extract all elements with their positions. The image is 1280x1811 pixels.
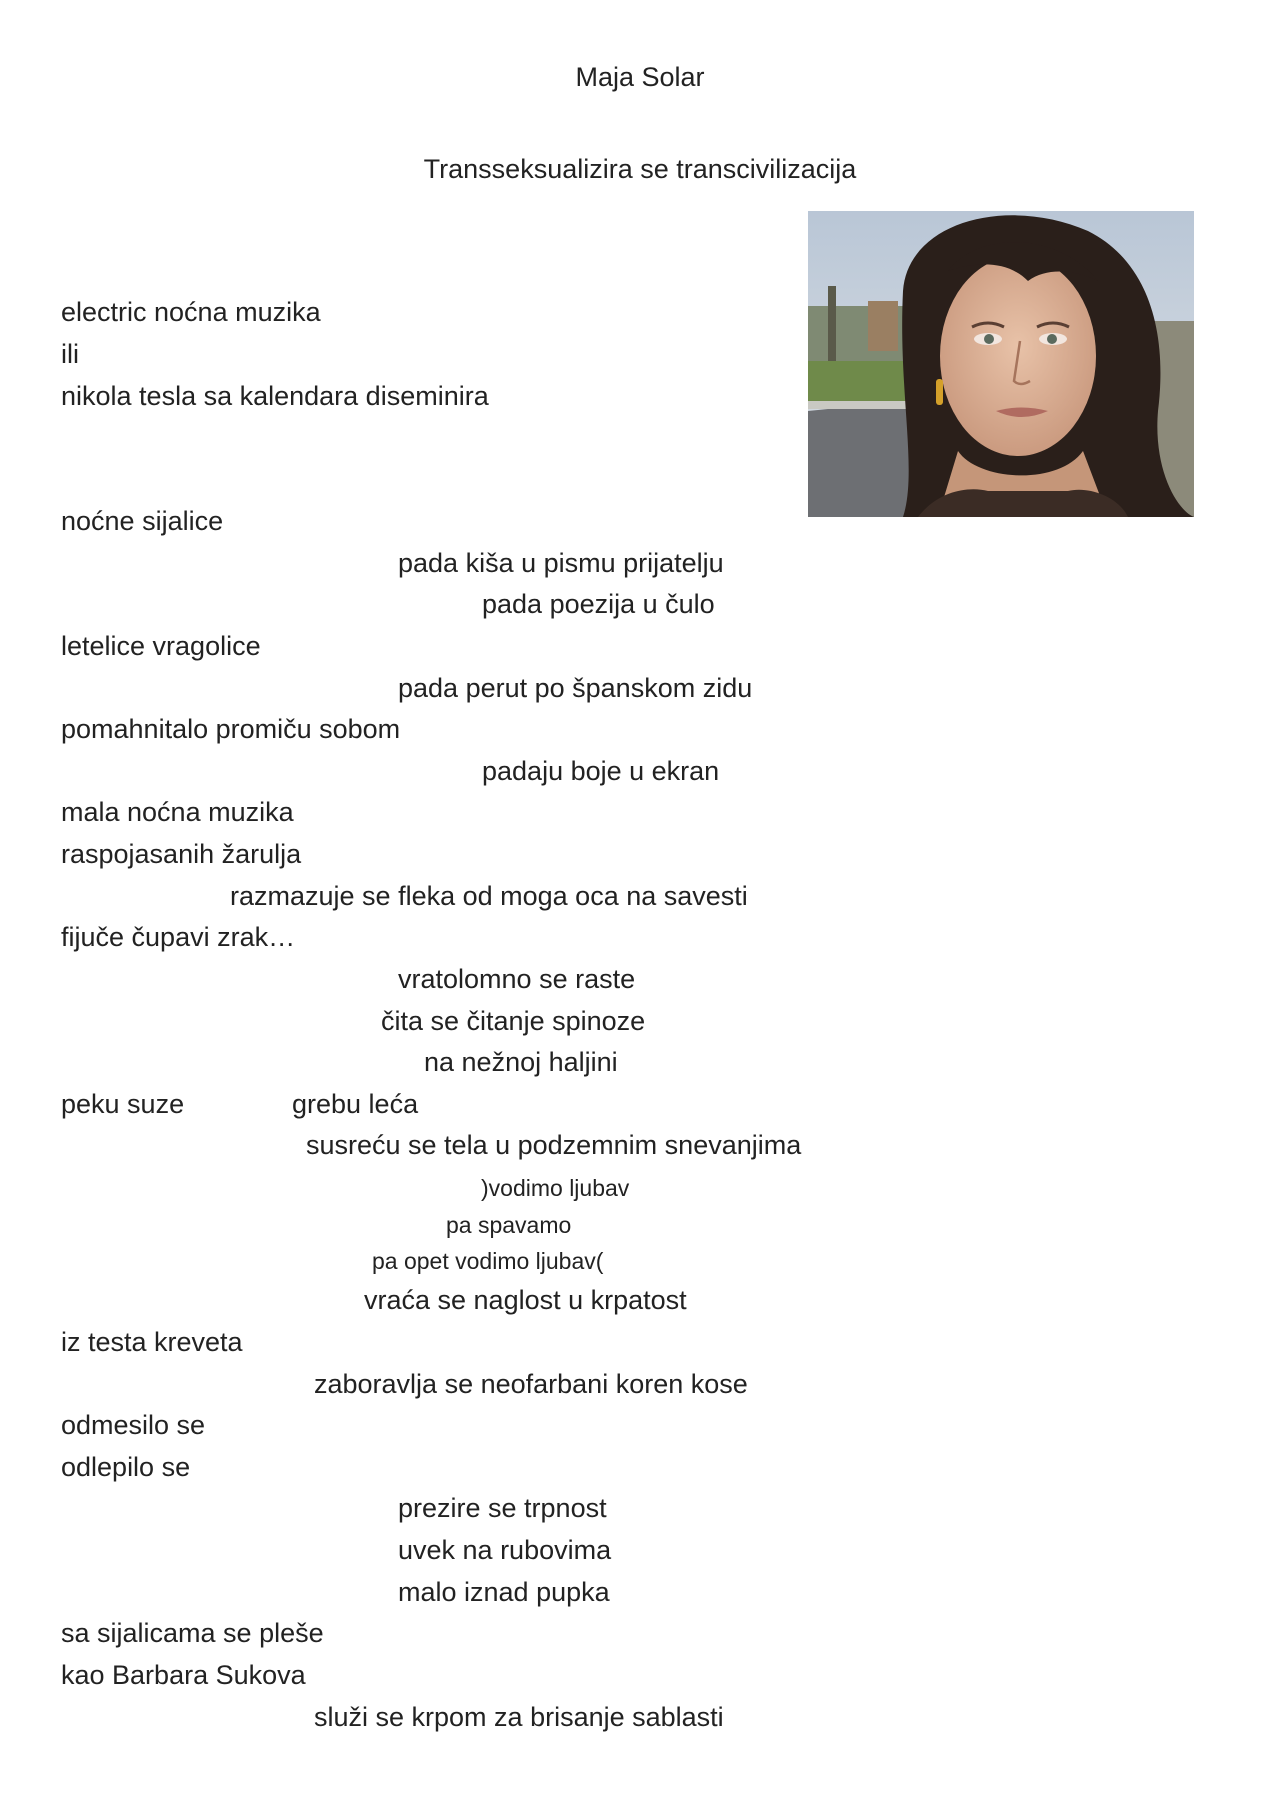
poem-line: čita se čitanje spinoze xyxy=(381,1006,646,1036)
poem-line: odlepilo se xyxy=(61,1452,191,1482)
poem-line: peku suze xyxy=(61,1089,185,1119)
poem-line: pada perut po španskom zidu xyxy=(398,673,753,703)
author-portrait xyxy=(808,211,1194,517)
poem-line: ili xyxy=(61,339,79,369)
poem-line: razmazuje se fleka od moga oca na savesti xyxy=(230,881,748,911)
poem-line: služi se krpom za brisanje sablasti xyxy=(314,1702,724,1732)
poem-line: pa opet vodimo ljubav( xyxy=(372,1248,604,1274)
poem-line: vratolomno se raste xyxy=(398,964,636,994)
poem-line: prezire se trpnost xyxy=(398,1493,607,1523)
poem-line: nikola tesla sa kalendara diseminira xyxy=(61,381,489,411)
poem-line: zaboravlja se neofarbani koren kose xyxy=(314,1369,748,1399)
poem-line: susreću se tela u podzemnim snevanjima xyxy=(306,1130,802,1160)
poem-line: fijuče čupavi zrak… xyxy=(61,922,296,952)
poem-title: Transseksualizira se transcivilizacija xyxy=(423,154,857,184)
poem-line: kao Barbara Sukova xyxy=(61,1660,306,1690)
poem-line: na nežnoj haljini xyxy=(424,1047,618,1077)
poem-line: mala noćna muzika xyxy=(61,797,294,827)
poem-line: padaju boje u ekran xyxy=(482,756,720,786)
poem-line: electric noćna muzika xyxy=(61,297,321,327)
poem-line: noćne sijalice xyxy=(61,506,224,536)
poem-line: pada kiša u pismu prijatelju xyxy=(398,548,724,578)
poem-line: odmesilo se xyxy=(61,1410,206,1440)
poem-line: pa spavamo xyxy=(446,1212,572,1238)
portrait-image xyxy=(808,211,1194,517)
poem-line: iz testa kreveta xyxy=(61,1327,243,1357)
poem-line: )vodimo ljubav xyxy=(481,1175,630,1201)
poem-line: pomahnitalo promiču sobom xyxy=(61,714,401,744)
poem-line: malo iznad pupka xyxy=(398,1577,610,1607)
author-name: Maja Solar xyxy=(575,62,705,92)
poem-line: grebu leća xyxy=(292,1089,419,1119)
poem-line: vraća se naglost u krpatost xyxy=(364,1285,687,1315)
poem-line: raspojasanih žarulja xyxy=(61,839,302,869)
poem-line: uvek na rubovima xyxy=(398,1535,612,1565)
poem-line: sa sijalicama se pleše xyxy=(61,1618,324,1648)
poem-line: letelice vragolice xyxy=(61,631,261,661)
poem-line: pada poezija u čulo xyxy=(482,589,715,619)
